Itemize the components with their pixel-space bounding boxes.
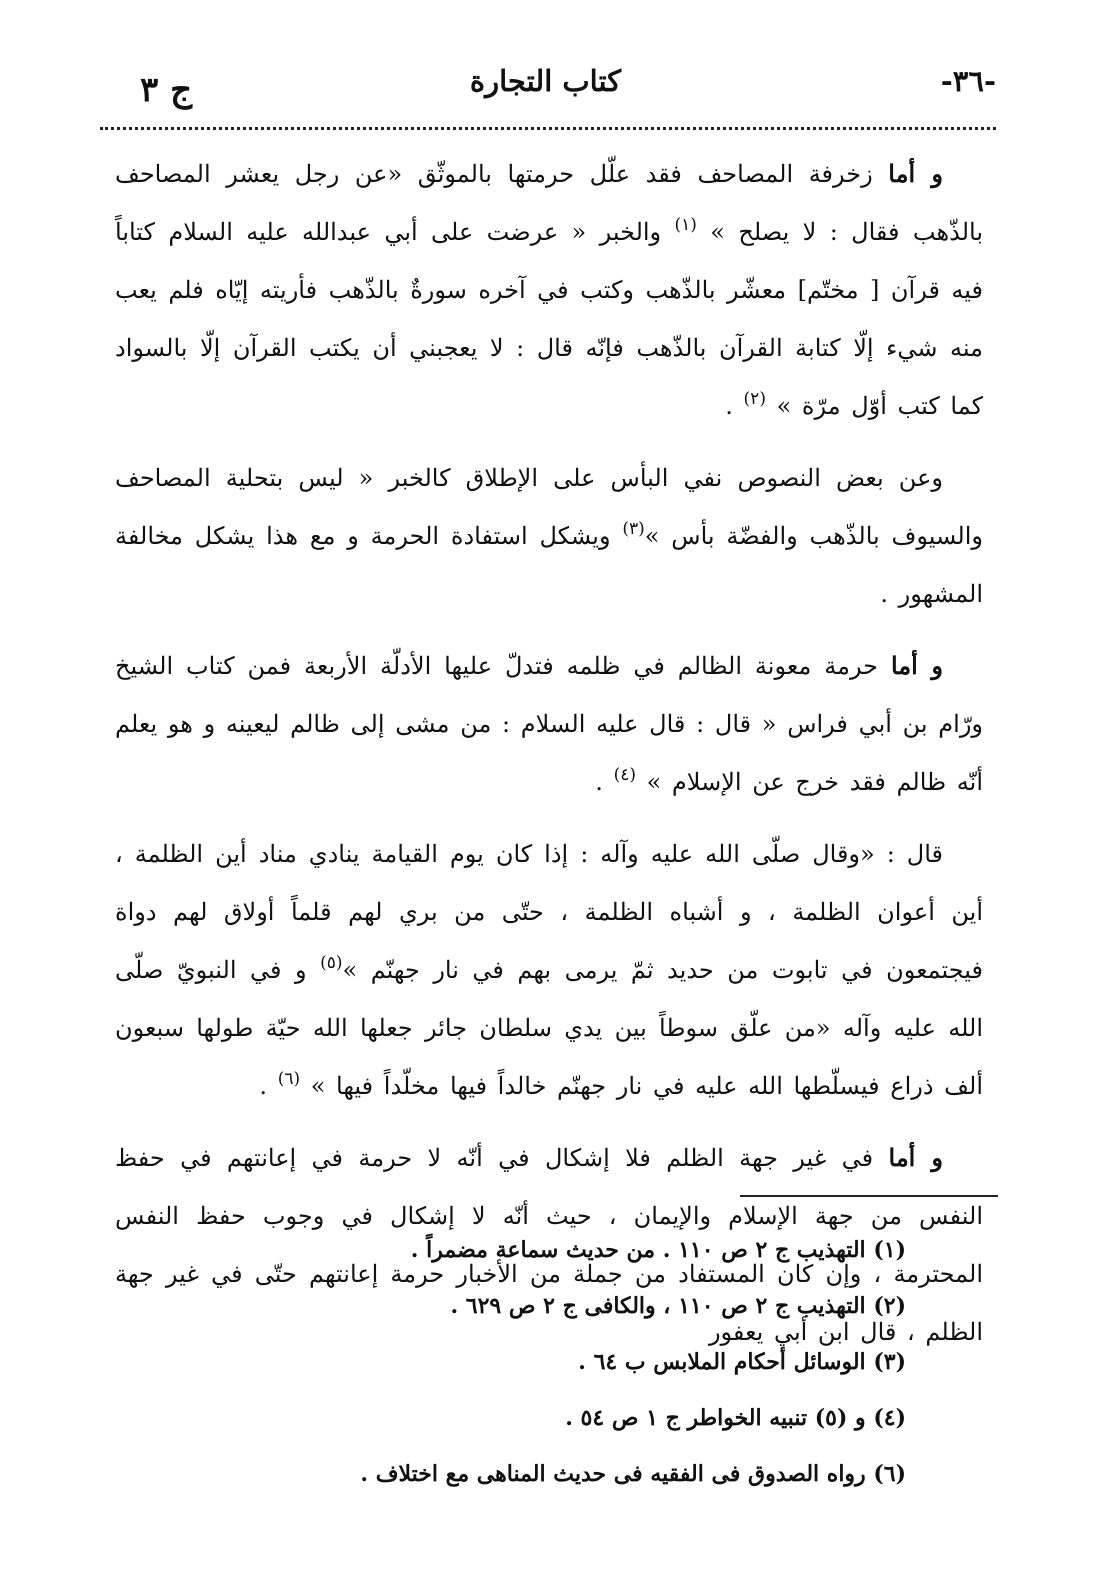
footnote: (١) التهذيب ج ٢ ص ١١٠ . من حديث سماعة مضمراً .	[410, 1237, 906, 1263]
footnote-ref: (٢)	[743, 389, 766, 409]
footnote-ref: (١)	[674, 215, 697, 235]
paragraph-text: وعن بعض النصوص نفي البأس على الإطلاق كالخبر « ليس بتحلية المصاحف والسيوف بالذّهب والفضّة بأس »	[115, 464, 983, 550]
footnote-ref: (٤)	[613, 765, 636, 785]
paragraph-lead: و أما	[890, 651, 944, 680]
footnote: (٤) و (٥) تنبيه الخواطر ج ١ ص ٥٤ .	[565, 1405, 906, 1431]
paragraph-text: .	[259, 1072, 278, 1100]
footnote: (٣) الوسائل أحكام الملابس ب ٦٤ .	[578, 1349, 906, 1375]
main-text	[115, 145, 983, 1375]
footnote: (٦) رواه الصدوق فى الفقيه فى حديث المناهى مع اختلاف .	[360, 1461, 906, 1487]
volume-label: ج ٣	[140, 70, 193, 110]
paragraph-lead: و أما	[888, 159, 944, 188]
chapter-title: كتاب التجارة	[469, 64, 622, 98]
paragraph-text: حرمة معونة الظالم في ظلمه فتدلّ عليها الأدلّة الأربعة فمن كتاب الشيخ ورّام بن أبي فراس « قال : قال عليه السلام : من مشى إلى ظالم ليعينه و هو يعلم أنّه ظالم فقد خرج عن الإسلام »	[115, 652, 983, 796]
paragraph	[115, 145, 983, 435]
paragraph-text: زخرفة المصاحف فقد علّل حرمتها بالموثّق «عن رجل يعشر المصاحف بالذّهب فقال : لا يصلح »	[115, 160, 983, 246]
footnote-ref: (٦)	[277, 1069, 301, 1089]
paragraph-text: و في النبويّ صلّى الله عليه وآله «من علّق سوطاً بين يدي سلطان جائر جعلها الله حيّة طولها سبعون ألف ذراع فيسلّطها الله عليه في نار جهنّم خالداً فيها مخلّداً فيها »	[115, 956, 983, 1100]
footnote: (٢) التهذيب ج ٢ ص ١١٠ ، والكافى ج ٢ ص ٦٢٩ .	[450, 1293, 906, 1319]
paragraph-text: في غير جهة الظلم فلا إشكال في أنّه لا حرمة في إعانتهم في حفظ النفس من جهة الإسلام والإيمان ، حيث أنّه لا إشكال في وجوب حفظ النفس المحترمة ، وإن كان المستفاد من جملة من الأخبار حرمة إعانتهم حتّى في غير جهة الظلم ، قال ابن أبي يعفور	[115, 1144, 984, 1346]
page-number: -٣٦-	[940, 64, 996, 98]
footnote-divider	[740, 1195, 998, 1197]
paragraph-text: ويشكل استفادة الحرمة و مع هذا يشكل مخالفة المشهور .	[115, 522, 983, 608]
paragraph	[115, 449, 983, 623]
footnote-ref: (٥)	[320, 953, 343, 973]
footnote-ref: (٣)	[622, 519, 645, 539]
paragraph-text: قال : «وقال صلّى الله عليه وآله : إذا كان يوم القيامة ينادي مناد أين الظلمة ، أين أعوان الظلمة ، و أشباه الظلمة ، حتّى من بري لهم قلماً أولاق لهم دواة فيجتمعون في تابوت من حديد ثمّ يرمى بهم في نار جهنّم »	[115, 840, 983, 984]
header-divider	[100, 127, 996, 130]
paragraph	[115, 825, 983, 1115]
paragraph-text: والخبر « عرضت على أبي عبدالله عليه السلام كتاباً فيه قرآن [ مختّم] معشّر بالذّهب وكتب في آخره سورةٌ بالذّهب فأريته إيّاه فلم يعب منه شيء إلّا كتابة القرآن بالذّهب فإنّه قال : لا يعجبني أن يكتب القرآن إلّا بالسواد كما كتب أوّل مرّة »	[115, 218, 983, 420]
page-header	[100, 62, 996, 112]
paragraph-text: .	[725, 392, 744, 420]
paragraph-lead: و أما	[888, 1143, 944, 1172]
paragraph	[115, 637, 983, 811]
paragraph-text: .	[595, 768, 614, 796]
footnotes	[300, 1222, 906, 1502]
